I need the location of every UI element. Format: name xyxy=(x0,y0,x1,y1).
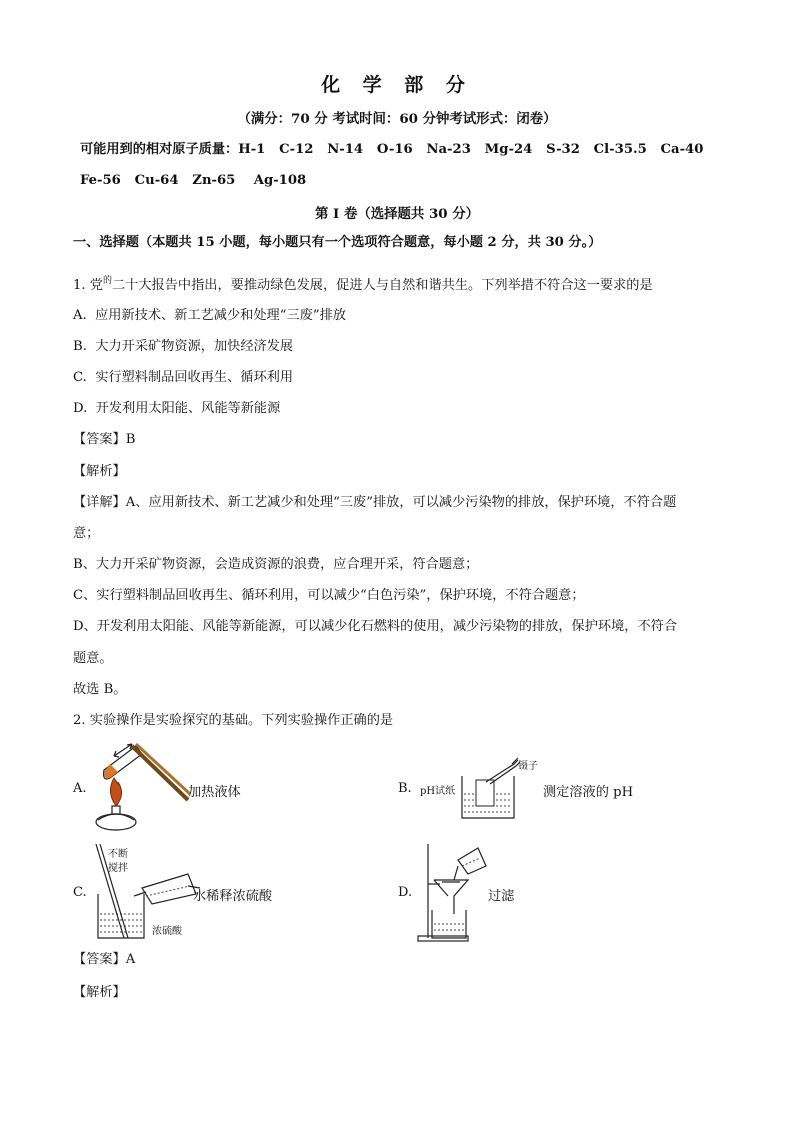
q1-detail-line: D、开发利用太阳能、风能等新能源，可以减少化石燃料的使用，减少污染物的排放，保护环境，不符合 xyxy=(73,619,678,634)
section-title: 一、选择题（本题共 15 小题，每小题只有一个选项符合题意，每小题 2 分，共 30 分。） xyxy=(73,235,602,250)
q1-detail-line: 故选 B。 xyxy=(73,682,127,697)
q2-option-c-letter: C. xyxy=(73,885,87,900)
q1-answer: 【答案】B xyxy=(73,432,136,447)
q2-answer: 【答案】A xyxy=(73,952,136,967)
q1-stem-sup: 的 xyxy=(102,276,112,286)
q2-option-a-letter: A. xyxy=(73,781,87,796)
q1-option-d: D. 开发利用太阳能、风能等新能源 xyxy=(73,401,281,416)
q2-option-b-caption: 测定溶液的 pH xyxy=(543,785,634,800)
acid-label: 浓硫酸 xyxy=(152,926,182,937)
ph-paper-label: pH试纸 xyxy=(420,786,456,797)
q1-detail-line: 意； xyxy=(73,526,100,541)
stir-label-1: 不断 xyxy=(108,849,128,860)
filtration-illustration xyxy=(414,840,494,944)
q1-stem-post: 二十大报告中指出，要推动绿色发展，促进人与自然和谐共生。下列举措不符合这一要求的是 xyxy=(111,278,653,293)
ph-test-illustration xyxy=(456,758,526,824)
q1-stem-pre: 1. 党 xyxy=(73,278,103,293)
q1-detail-line: 题意。 xyxy=(73,651,113,666)
q2-option-d-letter: D. xyxy=(398,885,413,900)
page-title: 化 学 部 分 xyxy=(321,74,473,96)
tweezers-label: 镊子 xyxy=(518,761,538,772)
q1-analysis: 【解析】 xyxy=(73,464,126,479)
dilution-illustration xyxy=(92,842,202,942)
q1-stem xyxy=(73,272,653,295)
exam-info: （满分：70 分 考试时间：60 分钟考试形式：闭卷） xyxy=(237,111,557,127)
volume-title: 第 I 卷（选择题共 30 分） xyxy=(314,206,480,222)
q2-option-b-letter: B. xyxy=(398,781,412,796)
q2-option-c-caption: 水稀释浓硫酸 xyxy=(193,889,273,904)
q1-option-c: C. 实行塑料制品回收再生、循环利用 xyxy=(73,370,294,385)
q2-stem: 2. 实验操作是实验探究的基础。下列实验操作正确的是 xyxy=(73,713,394,728)
q1-detail-line: 【详解】A、应用新技术、新工艺减少和处理“三废”排放，可以减少污染物的排放，保护环境，不符合题 xyxy=(73,495,677,510)
atomic-mass-line-2: Fe-56 Cu-64 Zn-65 Ag-108 xyxy=(80,173,307,188)
atomic-mass-line-1: 可能用到的相对原子质量：H-1 C-12 N-14 O-16 Na-23 Mg-24 S-32 Cl-35.5 Ca-40 xyxy=(80,142,704,157)
q2-option-d-caption: 过滤 xyxy=(488,889,515,904)
stir-label-2: 搅拌 xyxy=(108,863,128,874)
q1-option-b: B. 大力开采矿物资源，加快经济发展 xyxy=(73,339,294,354)
heating-liquid-illustration xyxy=(92,742,192,838)
q1-detail-line: C、实行塑料制品回收再生、循环利用，可以减少“白色污染”，保护环境，不符合题意； xyxy=(73,588,585,603)
q1-option-a: A. 应用新技术、新工艺减少和处理“三废”排放 xyxy=(73,308,346,323)
q2-option-a-caption: 加热液体 xyxy=(188,785,241,800)
q2-analysis: 【解析】 xyxy=(73,985,126,1000)
q1-detail-line: B、大力开采矿物资源，会造成资源的浪费，应合理开采，符合题意； xyxy=(73,557,479,572)
